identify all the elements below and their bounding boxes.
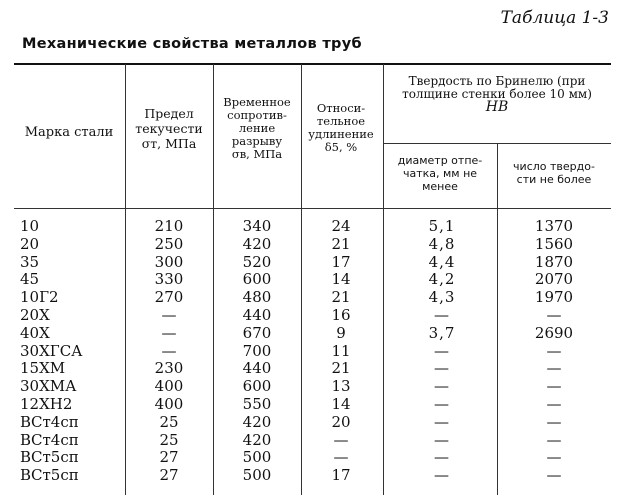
cell-hardness: —	[546, 430, 562, 449]
cell-brand: 10	[20, 217, 40, 235]
cell-hardness: —	[546, 412, 562, 431]
cell-hardness: —	[546, 377, 562, 396]
cell-tensile: 670	[242, 323, 272, 342]
table-number: Таблица 1-3	[500, 8, 609, 28]
header-tensile-line: σв, МПа	[231, 147, 283, 161]
cell-elongation: 14	[331, 270, 351, 289]
cell-tensile: 520	[242, 252, 272, 271]
cell-diameter: —	[434, 394, 450, 413]
cell-tensile: 600	[242, 377, 272, 396]
table-row	[14, 467, 611, 485]
cell-yield: 27	[159, 448, 179, 467]
header-bottom-rule	[14, 208, 611, 209]
cell-tensile: 600	[242, 270, 272, 289]
cell-hardness: —	[546, 394, 562, 413]
header-yield	[126, 106, 212, 151]
cell-brand: ВСт5сп	[20, 466, 79, 485]
cell-tensile: 420	[242, 430, 272, 449]
cell-diameter: —	[434, 412, 450, 431]
top-rule	[14, 63, 611, 65]
header-hardness-number-line: сти не более	[516, 173, 592, 186]
header-tensile-line: разрыву	[231, 134, 283, 148]
cell-diameter: —	[434, 341, 450, 360]
cell-hardness: —	[546, 305, 562, 324]
cell-elongation: 13	[331, 377, 351, 396]
header-diameter-line: чатка, мм не	[402, 167, 478, 180]
cell-yield: 210	[154, 217, 184, 235]
cell-elongation: 9	[336, 323, 346, 342]
cell-yield: 25	[159, 430, 179, 449]
cell-brand: 40Х	[20, 323, 50, 342]
cell-elongation: 24	[331, 217, 351, 235]
cell-tensile: 440	[242, 305, 272, 324]
table-row	[14, 254, 611, 272]
header-brand: Марка стали	[24, 125, 114, 140]
cell-yield: 27	[159, 466, 179, 485]
cell-yield: —	[161, 323, 177, 342]
header-elongation-line: удлинение	[308, 127, 374, 141]
table-row	[14, 289, 611, 307]
cell-diameter: 4,3	[428, 288, 456, 307]
cell-brand: ВСт5сп	[20, 448, 79, 467]
header-hardness-line: Твердость по Бринелю (при	[408, 74, 586, 88]
cell-elongation: 16	[331, 305, 351, 324]
cell-brand: 20	[20, 234, 40, 253]
header-diameter-line: диаметр отпе-	[397, 154, 483, 167]
header-hardness	[384, 75, 610, 114]
cell-hardness: —	[546, 466, 562, 485]
header-elongation-line: тельное	[316, 114, 366, 128]
header-yield-line: текучести	[135, 121, 203, 136]
table-row	[14, 271, 611, 289]
cell-yield: 250	[154, 234, 184, 253]
table-body	[14, 218, 611, 485]
cell-yield: 330	[154, 270, 184, 289]
cell-yield: 230	[154, 359, 184, 378]
cell-diameter: 5,1	[428, 217, 456, 235]
cell-tensile: 440	[242, 359, 272, 378]
cell-tensile: 700	[242, 341, 272, 360]
table-row	[14, 414, 611, 432]
header-tensile-line: сопротив-	[227, 108, 287, 122]
cell-brand: ВСт4сп	[20, 430, 79, 449]
header-diameter	[384, 154, 496, 193]
cell-tensile: 420	[242, 234, 272, 253]
cell-diameter: —	[434, 430, 450, 449]
table-row	[14, 218, 611, 236]
cell-brand: 30ХМА	[20, 377, 77, 396]
cell-elongation: 17	[331, 466, 351, 485]
cell-brand: 35	[20, 252, 40, 271]
cell-elongation: 17	[331, 252, 351, 271]
cell-tensile: 550	[242, 394, 272, 413]
cell-yield: 25	[159, 412, 179, 431]
cell-tensile: 500	[242, 466, 272, 485]
cell-diameter: —	[434, 359, 450, 378]
header-yield-line: σт, МПа	[141, 136, 197, 151]
header-elongation	[302, 102, 380, 154]
header-elongation-line: Относи-	[316, 101, 366, 115]
cell-elongation: 11	[331, 341, 351, 360]
cell-yield: 300	[154, 252, 184, 271]
table-row	[14, 378, 611, 396]
cell-tensile: 420	[242, 412, 272, 431]
cell-tensile: 500	[242, 448, 272, 467]
table-title: Механические свойства металлов труб	[22, 36, 362, 52]
cell-yield: 400	[154, 394, 184, 413]
table-row	[14, 343, 611, 361]
cell-hardness: 1870	[534, 252, 574, 271]
cell-diameter: —	[434, 305, 450, 324]
cell-brand: ВСт4сп	[20, 412, 79, 431]
cell-elongation: —	[333, 448, 349, 467]
header-hardness-number-line: число твердо-	[513, 160, 595, 173]
header-yield-line: Предел	[144, 106, 194, 121]
cell-diameter: —	[434, 466, 450, 485]
table-row	[14, 449, 611, 467]
cell-diameter: 4,2	[428, 270, 456, 289]
cell-yield: —	[161, 341, 177, 360]
cell-elongation: 20	[331, 412, 351, 431]
cell-brand: 45	[20, 270, 40, 289]
cell-yield: 400	[154, 377, 184, 396]
cell-elongation: 21	[331, 359, 351, 378]
header-tensile-line: Временное	[223, 95, 291, 109]
table-row	[14, 307, 611, 325]
header-hardness-number	[498, 160, 610, 186]
cell-diameter: —	[434, 448, 450, 467]
cell-hardness: 1970	[534, 288, 574, 307]
cell-diameter: 4,8	[428, 234, 456, 253]
cell-hardness: 1560	[534, 234, 574, 253]
header-hardness-symbol: HB	[485, 99, 509, 115]
header-tensile-line: ление	[238, 121, 276, 135]
cell-brand: 15ХМ	[20, 359, 66, 378]
cell-hardness: 2070	[534, 270, 574, 289]
table-row	[14, 360, 611, 378]
table-row	[14, 236, 611, 254]
cell-brand: 30ХГСА	[20, 341, 83, 360]
cell-hardness: 2690	[534, 323, 574, 342]
cell-brand: 12ХН2	[20, 394, 73, 413]
cell-hardness: —	[546, 448, 562, 467]
cell-tensile: 480	[242, 288, 272, 307]
cell-elongation: 14	[331, 394, 351, 413]
table-row	[14, 432, 611, 450]
cell-brand: 10Г2	[20, 288, 59, 307]
cell-diameter: 4,4	[428, 252, 456, 271]
header-diameter-line: менее	[422, 180, 458, 193]
cell-brand: 20Х	[20, 305, 50, 324]
cell-elongation: 21	[331, 288, 351, 307]
cell-hardness: —	[546, 341, 562, 360]
cell-elongation: 21	[331, 234, 351, 253]
cell-diameter: 3,7	[428, 323, 456, 342]
table-row	[14, 325, 611, 343]
cell-elongation: —	[333, 430, 349, 449]
cell-yield: 270	[154, 288, 184, 307]
cell-diameter: —	[434, 377, 450, 396]
header-hardness-line: толщине стенки более 10 мм)	[402, 87, 592, 101]
cell-hardness: —	[546, 359, 562, 378]
table-row	[14, 396, 611, 414]
cell-hardness: 1370	[534, 217, 574, 235]
cell-tensile: 340	[242, 217, 272, 235]
header-elongation-line: δ5, %	[324, 140, 358, 154]
header-tensile	[214, 96, 300, 161]
cell-yield: —	[161, 305, 177, 324]
